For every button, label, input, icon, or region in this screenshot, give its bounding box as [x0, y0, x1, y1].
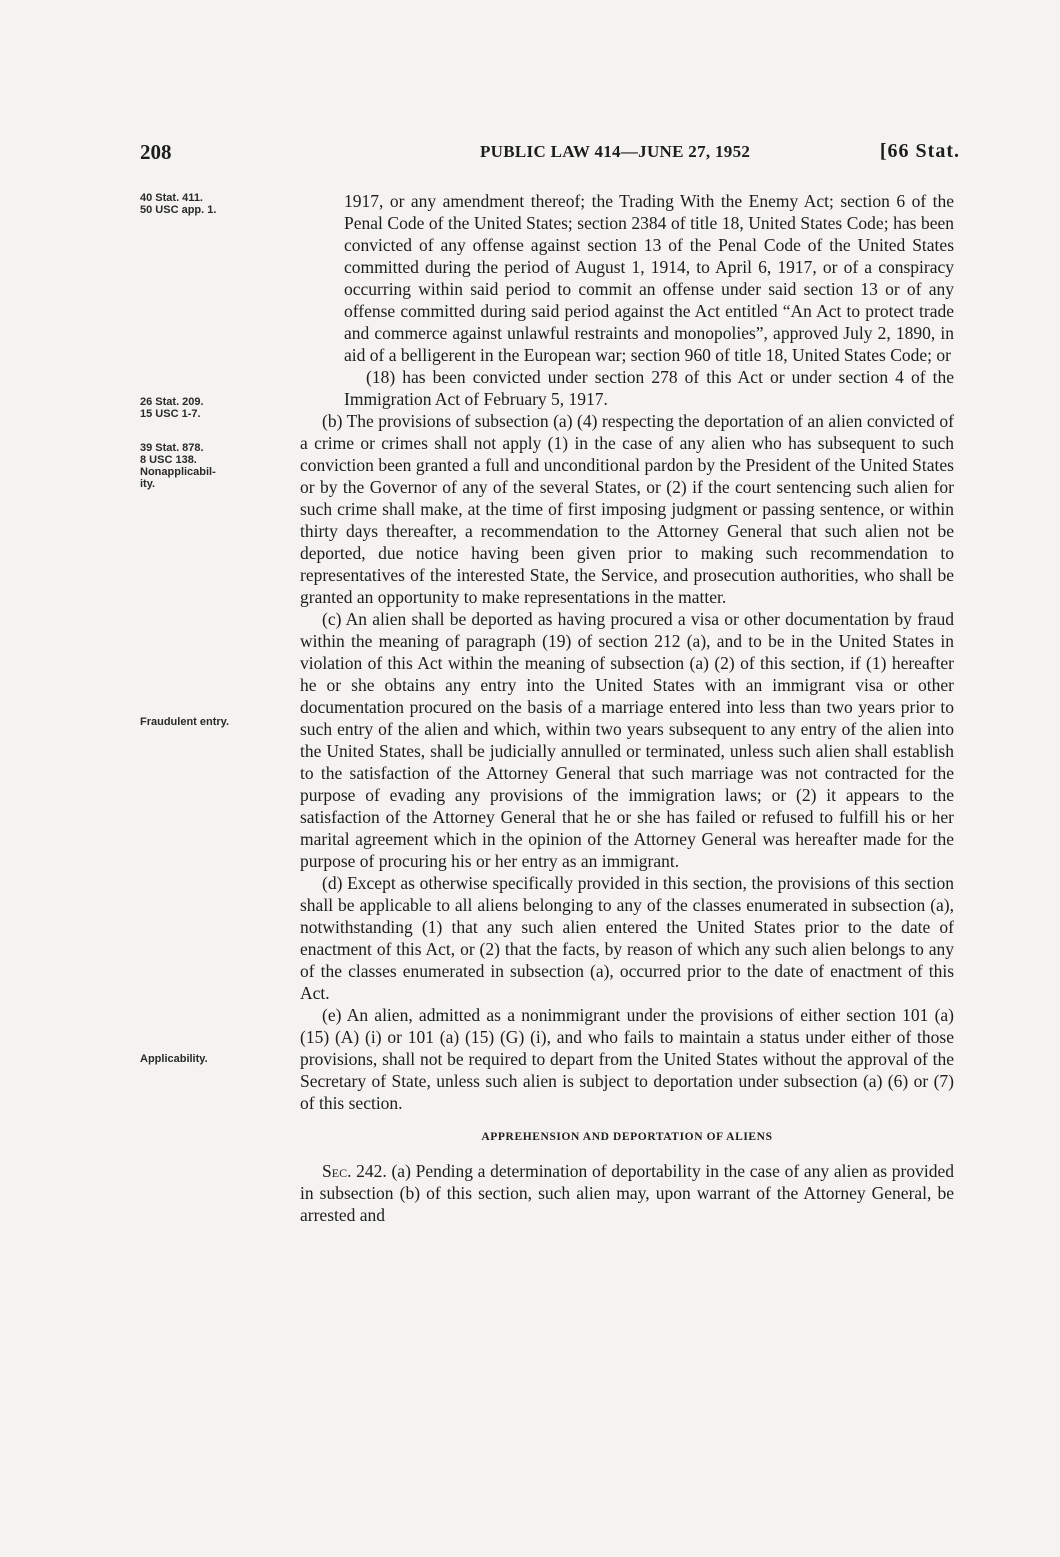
paragraph-text: 242. (a) Pending a determination of deportability in the case of any alien as provided in subsection (b) of this section, such alien may, upon warrant of the Attorney General, be arrested and [300, 1161, 954, 1225]
margin-note [140, 1053, 290, 1065]
paragraph: 1917, or any amendment thereof; the Trading With the Enemy Act; section 6 of the Penal Code of the United States; section 2384 of title 18, United States Code; has been convicted of any offense against section 13 of the Penal Code of the United States committed during the period of August 1, 1914, to April 6, 1917, or of a conspiracy occurring within said period to commit an offense under said section 13 or of any offense committed during said period against the Act entitled “An Act to protect trade and commerce against unlawful restraints and monopolies”, approved July 2, 1890, in aid of a belligerent in the European war; section 960 of title 18, United States Code; or [344, 191, 954, 365]
paragraph: (c) An alien shall be deported as having procured a visa or other documentation by fraud within the meaning of paragraph (19) of section 212 (a), and to be in the United States in violation of this Act within the meaning of subsection (a) (2) of this section, if (1) hereafter he or she obtains any entry into the United States with an immigrant visa or other documentation procured on the basis of a marriage entered into less than two years prior to such entry of the alien and which, within two years subsequent to any entry of the alien into the United States, shall be judicially annulled or terminated, unless such alien shall establish to the satisfaction of the Attorney General that such marriage was not contracted for the purpose of evading any provisions of the immigration laws; or (2) it appears to the satisfaction of the Attorney General that he or she has failed or refused to fulfill his or her marital agreement which in the opinion of the Attorney General was hereafter made for the purpose of procuring his or her entry as an immigrant. [300, 609, 954, 871]
page-header [140, 140, 960, 170]
running-title: PUBLIC LAW 414—JUNE 27, 1952 [480, 142, 751, 161]
margin-note-line: ity. [140, 478, 156, 490]
section-heading: APPREHENSION AND DEPORTATION OF ALIENS [481, 1131, 773, 1143]
margin-note-line: 15 USC 1-7. [140, 408, 201, 420]
page-number: 208 [140, 140, 172, 164]
margin-note-line: 50 USC app. 1. [140, 204, 217, 216]
margin-note-line: 40 Stat. 411. [140, 192, 203, 204]
margin-note-line: Fraudulent entry. [140, 716, 230, 728]
paragraph: (18) has been convicted under section 278 of this Act or under section 4 of the Immigration Act of February 5, 1917. [344, 367, 954, 409]
section-label: Sec. [322, 1161, 352, 1181]
paragraph [300, 1160, 954, 1226]
margin-note-line: 26 Stat. 209. [140, 396, 204, 408]
statute-text [300, 190, 954, 1226]
paragraph: (b) The provisions of subsection (a) (4) respecting the deportation of an alien convicted of a crime or crimes shall not apply (1) in the case of any alien who has subsequent to such conviction been granted a full and unconditional pardon by the President of the United States or by the Governor of any of the several States, or (2) if the court sentencing such alien for such crime shall make, at the time of first imposing judgment or passing sentence, or within thirty days thereafter, a recommendation to the Attorney General that such alien not be deported, due notice having been given prior to making such recommendation to representatives of the interested State, the Service, and prosecution authorities, who shall be granted an opportunity to make representations in the matter. [300, 411, 954, 607]
margin-note [140, 396, 290, 420]
paragraph: (e) An alien, admitted as a nonimmigrant under the provisions of either section 101 (a) (15) (A) (i) or 101 (a) (15) (G) (i), and who fails to maintain a status under either of those provisions, shall not be required to depart from the United States without the approval of the Secretary of State, unless such alien is subject to deportation under subsection (a) (6) or (7) of this section. [300, 1005, 954, 1113]
margin-note-line: 39 Stat. 878. [140, 442, 204, 454]
margin-note-line: Nonapplicabil- [140, 466, 216, 478]
paragraph: (d) Except as otherwise specifically provided in this section, the provisions of this section shall be applicable to all aliens belonging to any of the classes enumerated in subsection (a), notwithstanding (1) that any such alien entered the United States prior to the date of enactment of this Act, or (2) that the facts, by reason of which any such alien belongs to any of the classes enumerated in subsection (a), occurred prior to the date of enactment of this Act. [300, 873, 954, 1003]
margin-note [140, 442, 290, 490]
volume-reference: [66 Stat. [879, 140, 960, 162]
margin-note-line: Applicability. [140, 1053, 208, 1065]
margin-note [140, 716, 290, 728]
margin-note-line: 8 USC 138. [140, 454, 197, 466]
margin-note [140, 192, 290, 216]
